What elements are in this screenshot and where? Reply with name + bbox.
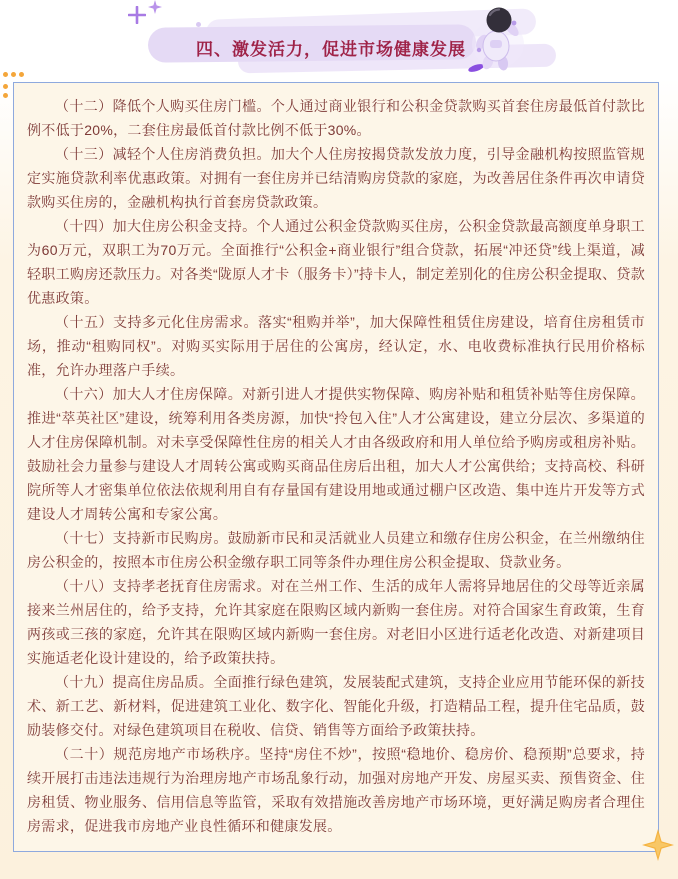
corner-dot-icon — [3, 72, 8, 77]
policy-paragraph: （二十）规范房地产市场秩序。坚持“房住不炒”，按照“稳地价、稳房价、稳预期”总要求，持续开展打击违法违规行为治理房地产市场乱象行动，加强对房地产开发、房屋买卖、预售资金、住房租赁、物业服务、信用信息等监管，采取有效措施改善房地产市场环境，更好满足购房者合理住房需求，促进我市房地产业良性循环和健康发展。 — [27, 746, 645, 834]
policy-paragraph: （十九）提高住房品质。全面推行绿色建筑，发展装配式建筑，支持企业应用节能环保的新技术、新工艺、新材料，促进建筑工业化、数字化、智能化升级，打造精品工程，提升住宅品质，鼓励装修交付。对绿色建筑项目在税收、信贷、销售等方面给予政策扶持。 — [27, 674, 645, 738]
gold-star-icon — [642, 829, 674, 866]
policy-paragraph: （十六）加大人才住房保障。对新引进人才提供实物保障、购房补贴和租赁补贴等住房保障。推进“萃英社区”建设，统筹利用各类房源，加快“拎包入住”人才公寓建设，建立分层次、多渠道的人才住房保障机制。对未享受保障性住房的相关人才由各级政府和用人单位给予购房或租房补贴。鼓励社会力量参与建设人才周转公寓或购买商品住房后出租，加大人才公寓供给；支持高校、科研院所等人才密集单位依法依规利用自有存量国有建设用地或通过棚户区改造、集中连片开发等方式建设人才周转公寓和专家公寓。 — [27, 386, 645, 522]
sparkle-dot-icon — [196, 22, 201, 27]
sparkle-plus-icon — [128, 6, 146, 29]
section-title: 四、激发活力，促进市场健康发展 — [196, 40, 466, 59]
policy-paragraph: （十二）降低个人购买住房门槛。个人通过商业银行和公积金贷款购买首套住房最低首付款比例不低于20%，二套住房最低首付款比例不低于30%。 — [27, 98, 645, 138]
policy-paragraphs — [27, 94, 645, 838]
corner-dot-icon — [19, 72, 24, 77]
corner-dot-icon — [11, 72, 16, 77]
corner-dot-icon — [3, 93, 8, 98]
sparkle-star-icon — [148, 0, 162, 19]
astronaut-icon — [462, 4, 532, 81]
policy-paragraph: （十七）支持新市民购房。鼓励新市民和灵活就业人员建立和缴存住房公积金，在兰州缴纳住房公积金的，按照本市住房公积金缴存职工同等条件办理住房公积金提取、贷款业务。 — [27, 530, 645, 570]
policy-paragraph: （十四）加大住房公积金支持。个人通过公积金贷款购买住房，公积金贷款最高额度单身职工为60万元，双职工为70万元。全面推行“公积金+商业银行”组合贷款，拓展“冲还贷”线上渠道，减轻职工购房还款压力。对各类“陇原人才卡（服务卡）”持卡人，制定差别化的住房公积金提取、贷款优惠政策。 — [27, 218, 645, 306]
policy-document-box — [13, 82, 659, 852]
policy-paragraph: （十八）支持孝老抚育住房需求。对在兰州工作、生活的成年人需将异地居住的父母等近亲属接来兰州居住的，给予支持，允许其家庭在限购区域内新购一套住房。对符合国家生育政策，生育两孩或三孩的家庭，允许其在限购区域内新购一套住房。对老旧小区进行适老化改造、对新建项目实施适老化设计建设的，给予政策扶持。 — [27, 578, 645, 666]
policy-paragraph: （十三）减轻个人住房消费负担。加大个人住房按揭贷款发放力度，引导金融机构按照监管规定实施贷款利率优惠政策。对拥有一套住房并已结清购房贷款的家庭，为改善居住条件再次申请贷款购买住房的，金融机构执行首套房贷款政策。 — [27, 146, 645, 210]
policy-paragraph: （十五）支持多元化住房需求。落实“租购并举”，加大保障性租赁住房建设，培育住房租赁市场，推动“租购同权”。对购买实际用于居住的公寓房，经认定，水、电收费标准执行民用价格标准，允许办理落户手续。 — [27, 314, 645, 378]
corner-dot-icon — [3, 84, 8, 89]
